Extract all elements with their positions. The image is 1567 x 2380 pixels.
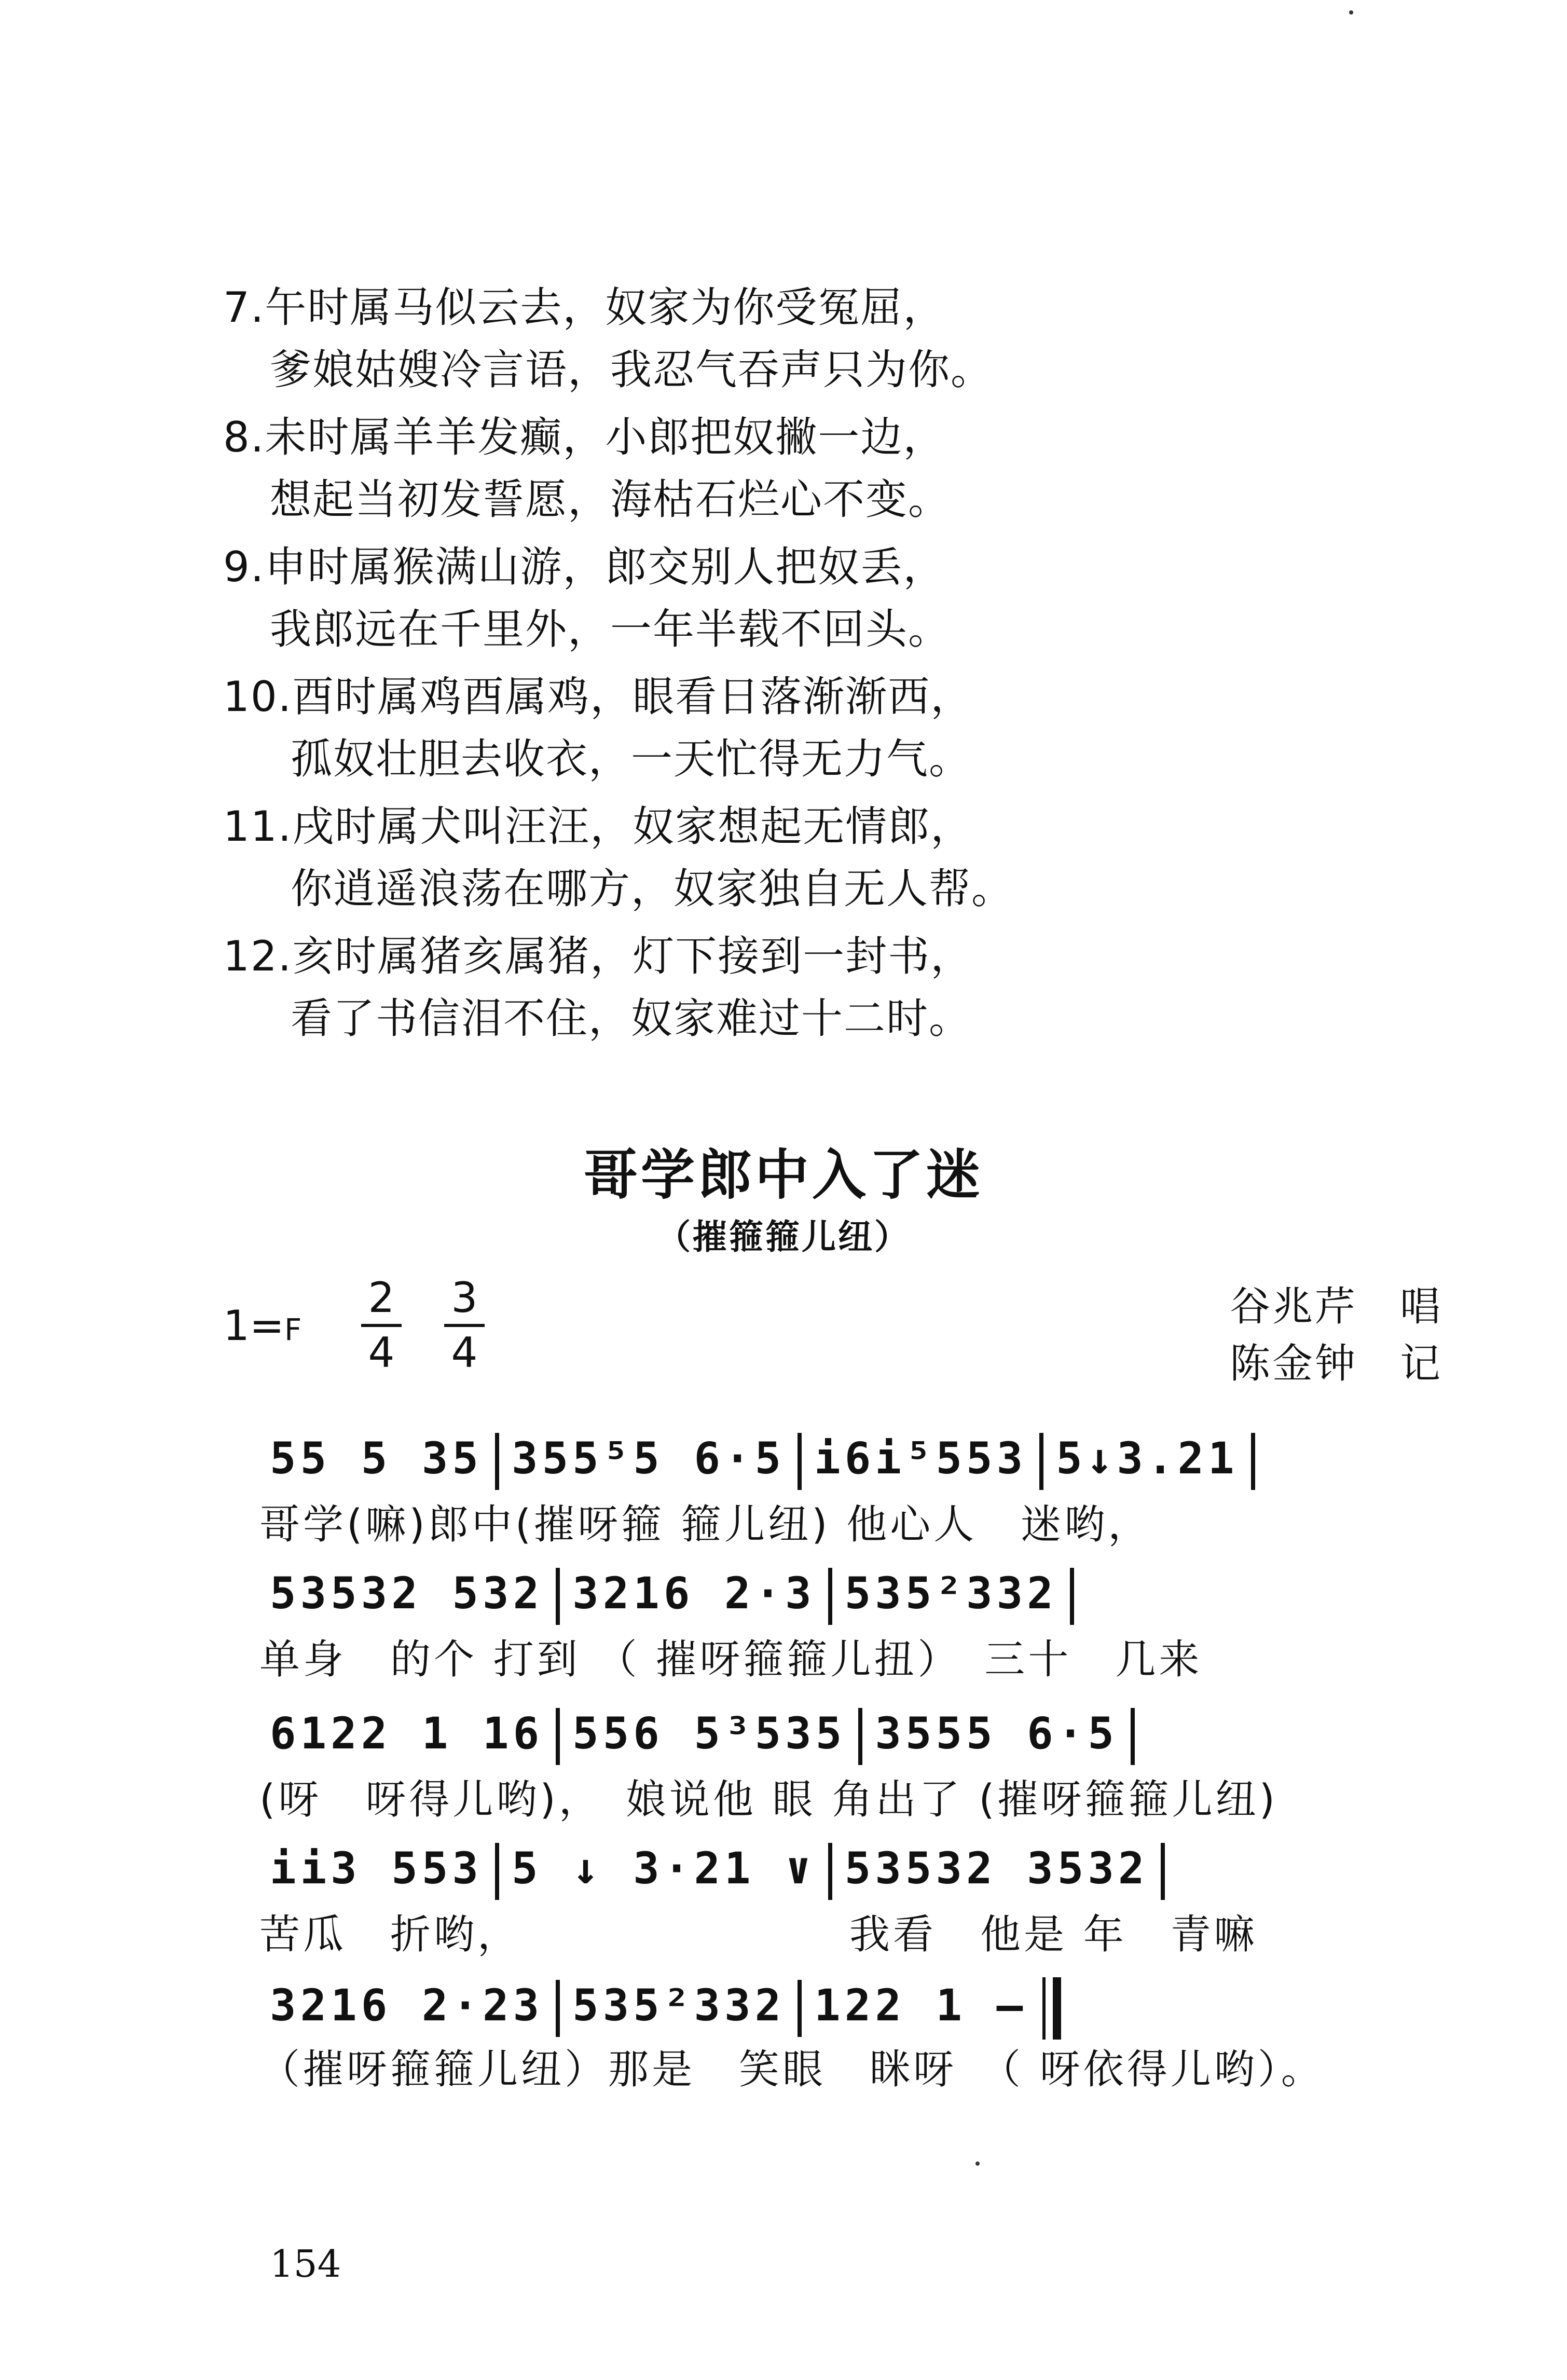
fraction-bar [444, 1324, 485, 1327]
meter-3-4: 3 4 [441, 1274, 488, 1377]
score-lyrics: 苦瓜 折哟， 我看 他是 年 青嘛 [259, 1911, 1258, 1958]
barline [556, 1980, 560, 2037]
score-row-4 [0, 1842, 1567, 1977]
score-row-2 [0, 1567, 1567, 1702]
measure: i6i⁵553 [814, 1433, 1027, 1484]
measure: 355⁵5 6·5 [512, 1433, 786, 1484]
barline [495, 1433, 499, 1490]
barline [1131, 1708, 1135, 1765]
measure: 53532 3532 [844, 1843, 1149, 1894]
verse-12-line-1: 12.亥时属猪亥属猪，灯下接到一封书， [223, 932, 973, 980]
verse-7-line-2: 爹娘姑嫂冷言语，我忍气吞声只为你。 [270, 346, 993, 394]
measure: 53532 532 [270, 1568, 544, 1619]
score-row-5 [0, 1977, 1567, 2112]
page-number: 154 [270, 2242, 341, 2286]
score-lyrics: （摧呀箍箍儿纽）那是 笑眼 眯呀 （ 呀依得儿哟）。 [259, 2046, 1325, 2093]
measure: 5↓3.21 [1056, 1433, 1239, 1484]
verse-8-line-1: 8.未时属羊羊发癫，小郎把奴撇一边， [223, 413, 946, 461]
measure: 3555 6·5 [875, 1708, 1118, 1759]
measure: 55 5 35 [270, 1433, 483, 1484]
measure: 3216 2·23 [270, 1979, 544, 2031]
barline [1251, 1433, 1255, 1490]
barline [1161, 1843, 1165, 1900]
barline [828, 1568, 832, 1625]
notation-row [270, 1977, 1463, 2029]
fraction-bar [361, 1324, 402, 1327]
notation-row [270, 1707, 1463, 1759]
credit-recorder: 陈金钟 记 [1230, 1341, 1443, 1387]
verse-9-line-1: 9.申时属猴满山游，郎交别人把奴丢， [223, 543, 946, 591]
score-lyrics: 单身 的个 打到 （ 摧呀箍箍儿扭） 三十 几来 [259, 1636, 1203, 1683]
notation-row [270, 1432, 1463, 1484]
verse-8-line-2: 想起当初发誓愿，海枯石烂心不变。 [270, 475, 951, 524]
score-row-1 [0, 1432, 1567, 1567]
credit-singer: 谷兆芹 唱 [1230, 1283, 1443, 1330]
measure: 6122 1 16 [270, 1708, 544, 1759]
barline [798, 1980, 802, 2037]
barline [495, 1843, 499, 1900]
verse-7-line-1: 7.午时属马似云去，奴家为你受冤屈， [223, 283, 946, 332]
barline [1039, 1433, 1043, 1490]
verse-12-line-2: 看了书信泪不住，奴家难过十二时。 [291, 994, 971, 1043]
barline [828, 1843, 832, 1900]
barline [1070, 1568, 1074, 1625]
verse-11-line-2: 你逍遥浪荡在哪方，奴家独自无人帮。 [291, 865, 1014, 913]
measure: 535²332 [572, 1979, 786, 2031]
score-lyrics: (呀 呀得儿哟)， 娘说他 眼 角出了 (摧呀箍箍儿纽) [259, 1776, 1279, 1823]
scan-speck [975, 2162, 980, 2166]
verse-11-line-1: 11.戌时属犬叫汪汪，奴家想起无情郎， [223, 802, 973, 851]
barline [556, 1568, 560, 1625]
notation-row [270, 1842, 1463, 1894]
barline [858, 1708, 862, 1765]
score-lyrics: 哥学(嘛)郎中(摧呀箍 箍儿纽) 他心人 迷哟， [259, 1501, 1152, 1548]
meter-2-4: 2 4 [358, 1274, 405, 1377]
measure: ii3 553 [270, 1843, 483, 1894]
score-row-3 [0, 1707, 1567, 1842]
barline [556, 1708, 560, 1765]
notation-row [270, 1567, 1463, 1619]
verse-10-line-1: 10.酉时属鸡酉属鸡，眼看日落渐渐西， [223, 673, 973, 721]
barline [798, 1433, 802, 1490]
final-barline [1042, 1977, 1061, 2040]
measure: 556 5³535 [572, 1708, 846, 1759]
measure: 535²332 [844, 1568, 1057, 1619]
measure: 122 1 – [814, 1979, 1027, 2031]
verse-10-line-2: 孤奴壮胆去收衣，一天忙得无力气。 [291, 735, 971, 783]
measure: 3216 2·3 [572, 1568, 816, 1619]
key-signature: 1=F [223, 1302, 302, 1350]
song-title: 哥学郎中入了迷 [583, 1143, 983, 1207]
verse-9-line-2: 我郎远在千里外，一年半载不回头。 [270, 605, 951, 653]
song-subtitle: （摧箍箍儿纽） [656, 1217, 911, 1257]
scan-speck [1349, 10, 1353, 15]
measure: 5 ↓ 3·21 ∨ [512, 1843, 816, 1894]
